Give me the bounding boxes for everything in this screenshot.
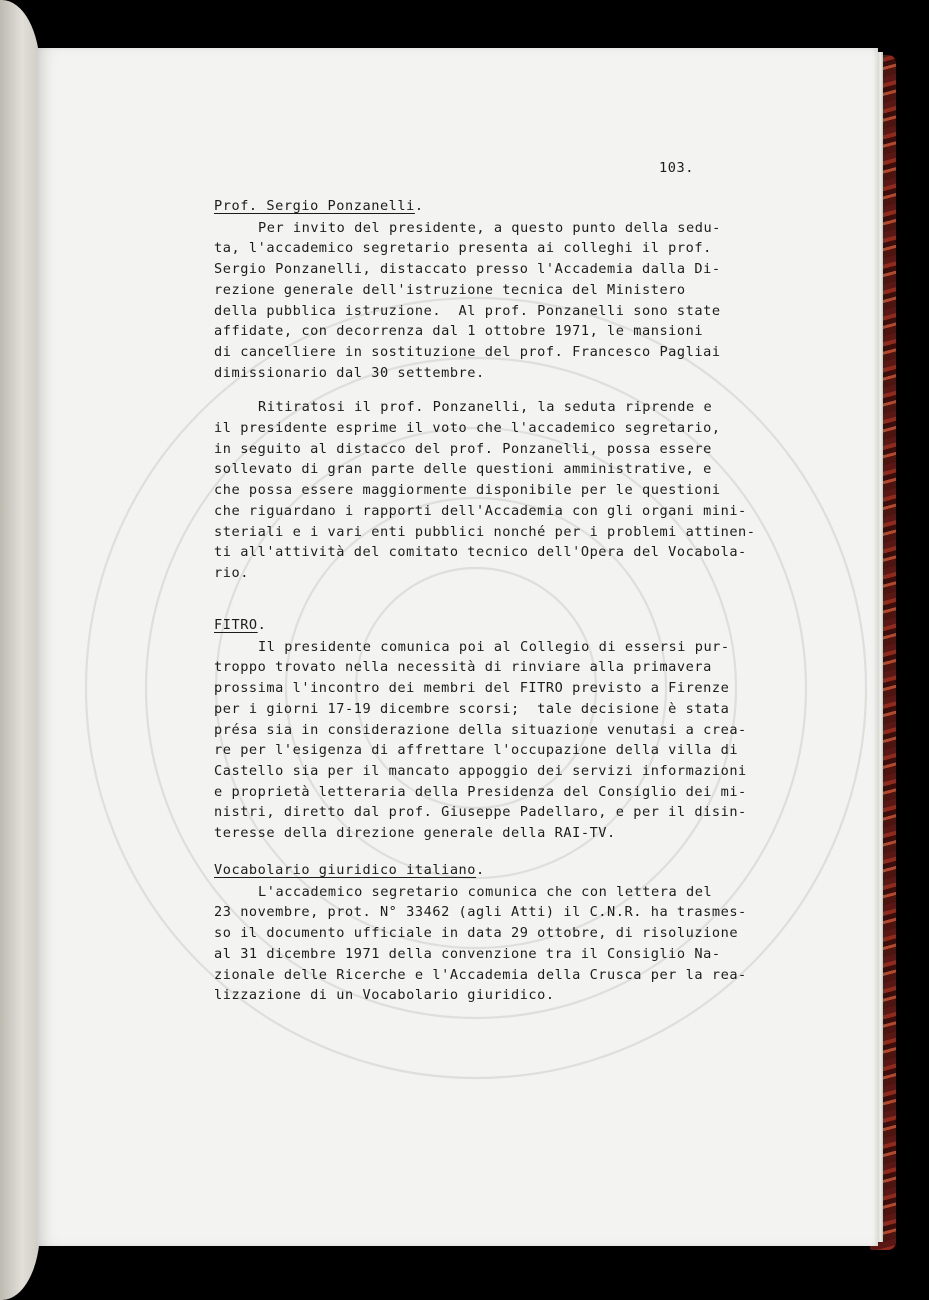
text-line: teresse della direzione generale della RAI-TV.: [214, 825, 616, 841]
text-line: in seguito al distacco del prof. Ponzanelli, possa essere: [214, 440, 712, 457]
text-line: nistri, diretto dal prof. Giuseppe Padellaro, e per il disin-: [214, 804, 747, 821]
text-line: ti all'attività del comitato tecnico dell'Opera del Vocabola-: [214, 544, 747, 561]
text-line: prossima l'incontro dei membri del FITRO previsto a Firenze: [214, 680, 730, 697]
text-line: Sergio Ponzanelli, distaccato presso l'Accademia dalla Di-: [214, 261, 721, 278]
text-line: so il documento ufficiale in data 29 ottobre, di risoluzione: [214, 925, 739, 942]
text-line: di cancelliere in sostituzione del prof. Francesco Pagliai: [214, 343, 721, 360]
text-line: per i giorni 17-19 dicembre scorsi; tale decisione è stata: [214, 700, 730, 717]
section-heading-title: Prof. Sergio Ponzanelli: [214, 198, 415, 214]
text-line: steriali e i vari enti pubblici nonché per i problemi attinen-: [214, 523, 756, 540]
text-line: sollevato di gran parte delle questioni amministrative, e: [214, 461, 712, 478]
text-line: 23 novembre, prot. N° 33462 (agli Atti) il C.N.R. ha trasmes-: [214, 904, 747, 921]
section-heading-period: .: [414, 198, 424, 214]
text-line: Castello sia per il mancato appoggio dei servizi informazioni: [214, 762, 747, 779]
text-line: Per invito del presidente, a questo punto della sedu-: [258, 219, 721, 236]
text-line: che riguardano i rapporti dell'Accademia con gli organi mini-: [214, 502, 747, 519]
page-number: 103.: [659, 160, 694, 176]
section-heading: [214, 617, 266, 633]
text-line: che possa essere maggiormente disponibile per le questioni: [214, 482, 721, 499]
text-line: troppo trovato nella necessità di rinviare alla primavera: [214, 659, 712, 676]
text-line: ta, l'accademico segretario presenta ai colleghi il prof.: [214, 240, 712, 257]
text-line: présa sia in considerazione della situazione venutasi a crea-: [214, 721, 747, 738]
section-heading-period: .: [257, 617, 267, 633]
facing-page-edge: [0, 0, 40, 1300]
text-line: Ritiratosi il prof. Ponzanelli, la seduta riprende e: [258, 399, 713, 416]
text-line: dimissionario dal 30 settembre.: [214, 364, 485, 381]
text-line: zionale delle Ricerche e l'Accademia della Crusca per la rea-: [214, 966, 747, 983]
text-line: re per l'esigenza di affrettare l'occupazione della villa di: [214, 742, 739, 759]
text-line: al 31 dicembre 1971 della convenzione tra il Consiglio Na-: [214, 945, 721, 962]
section-heading-period: .: [476, 862, 485, 878]
document-text: [36, 48, 878, 1246]
text-line: L'accademico segretario comunica che con lettera del: [258, 883, 713, 900]
text-line: lizzazione di un Vocabolario giuridico.: [214, 987, 555, 1004]
page-stack-edge: [878, 52, 883, 1242]
text-line: affidate, con decorrenza dal 1 ottobre 1971, le mansioni: [214, 323, 704, 340]
text-line: e proprietà letteraria della Presidenza del Consiglio dei mi-: [214, 783, 747, 800]
section-heading-title: Vocabolario giuridico italiano: [214, 862, 477, 878]
document-page: [36, 48, 878, 1246]
text-line: della pubblica istruzione. Al prof. Ponzanelli sono state: [214, 302, 721, 319]
section-heading: [214, 862, 485, 878]
section-heading: [214, 198, 424, 214]
text-line: rezione generale dell'istruzione tecnica del Ministero: [214, 281, 686, 298]
text-line: rio.: [214, 564, 249, 581]
text-line: Il presidente comunica poi al Collegio di essersi pur-: [258, 638, 730, 655]
text-line: il presidente esprime il voto che l'accademico segretario,: [214, 420, 721, 436]
section-heading-title: FITRO: [214, 617, 258, 633]
